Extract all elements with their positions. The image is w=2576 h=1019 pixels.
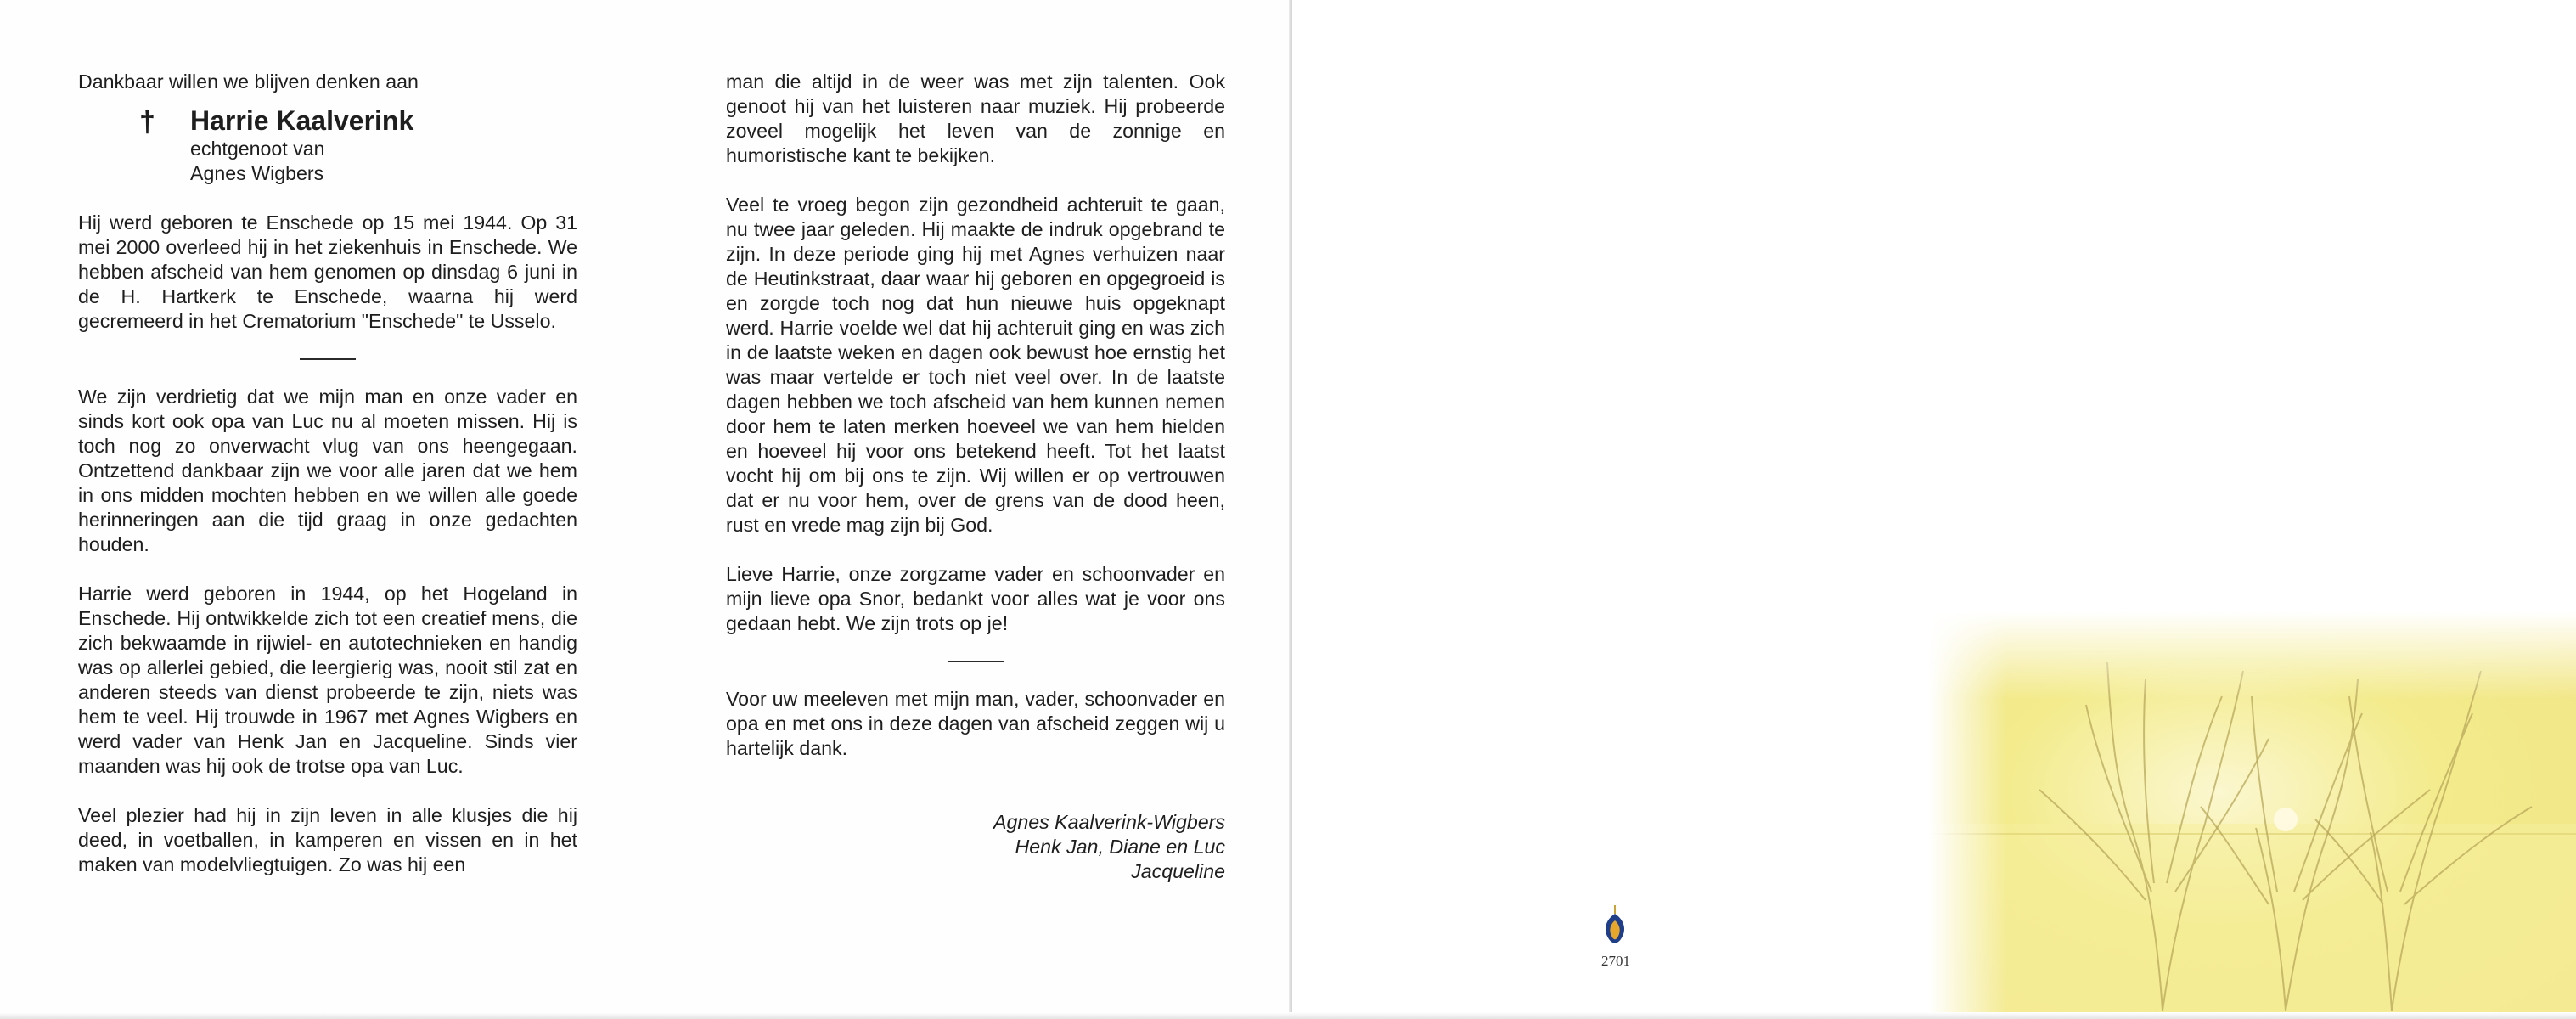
- candle-flame-icon: [1597, 905, 1633, 948]
- spouse-name: Agnes Wigbers: [190, 162, 324, 184]
- card-bottom-edge: [0, 1012, 2576, 1019]
- signature-line: Jacqueline: [1131, 860, 1225, 882]
- left-text-column: [78, 70, 577, 902]
- signature-line: Agnes Kaalverink-Wigbers: [993, 811, 1225, 833]
- right-text-column: [726, 70, 1225, 884]
- relation-line: echtgenoot van: [190, 138, 325, 160]
- paragraph-birth-death: Hij werd geboren te Enschede op 15 mei 1944. Op 31 mei 2000 overleed hij in het ziekenhuis in Enschede. We hebben afscheid van hem genomen op dinsdag 6 juni in de H. Hartkerk te Enschede, waarna hij werd gecremeerd in het Crematorium "Enschede" te Usselo.: [78, 211, 577, 332]
- cross-icon: †: [139, 106, 155, 138]
- paragraph-grief: We zijn verdrietig dat we mijn man en onze vader en sinds kort ook opa van Luc nu al moeten missen. Hij is toch nog zo onverwacht vlug van ons heengegaan. Ontzettend dankbaar zijn we voor alle jaren dat we hem in ons midden mochten hebben en we willen alle goede herinneringen aan die tijd graag in onze gedachten houden.: [78, 386, 577, 555]
- signature-line: Henk Jan, Diane en Luc: [1015, 836, 1225, 858]
- intro-line: Dankbaar willen we blijven denken aan: [78, 70, 419, 93]
- signature-block: [726, 810, 1225, 884]
- paragraph-health: Veel te vroeg begon zijn gezondheid achteruit te gaan, nu twee jaar geleden. Hij maakte de indruk opgebrand te zijn. In deze periode ging hij met Agnes verhuizen naar de Heutinkstraat, daar waar hij geboren en opgegroeid is en zorgde toch nog dat hun nieuwe huis opgeknapt werd. Harrie voelde wel dat hij achteruit ging en was zich in de laatste weken en dagen ook bewust hoe ernstig het was maar vertelde er toch niet veel over. In de laatste dagen hebben we toch afscheid van hem kunnen nemen door hem te laten merken hoeveel we van hem hielden en hoeveel hij voor ons betekend heeft. Tot het laatst vocht hij om bij ons te zijn. Wij willen er op vertrouwen dat er nu voor hem, over de grens van de dood heen, rust en vrede mag zijn bij God.: [726, 194, 1225, 536]
- paragraph-talents: man die altijd in de weer was met zijn talenten. Ook genoot hij van het luisteren naar muziek. Hij probeerde zoveel mogelijk het leven van de zonnige en humoristische kant te bekijken.: [726, 70, 1225, 166]
- deceased-name: Harrie Kaalverink: [190, 105, 414, 136]
- paragraph-hobbies: Veel plezier had hij in zijn leven in alle klusjes die hij deed, in voetballen, in kamperen en vissen en in het maken van modelvliegtuigen. Zo was hij een: [78, 804, 577, 875]
- paragraph-biography: Harrie werd geboren in 1944, op het Hogeland in Enschede. Hij ontwikkelde zich tot een creatief mens, die zich bekwaamde in rijwiel- en autotechnieken en handig was op allerlei gebied, die leergierig was, nooit stil zat en anderen steeds van dienst probeerde te zijn, niets was hem te veel. Hij trouwde in 1967 met Agnes Wigbers en werd vader van Henk Jan en Jacqueline. Sinds vier maanden was hij ook de trotse opa van Luc.: [78, 583, 577, 777]
- paragraph-thanks: Voor uw meeleven met mijn man, vader, schoonvader en opa en met ons in deze dagen van afscheid zeggen wij u hartelijk dank.: [726, 688, 1225, 759]
- separator-line: [948, 661, 1004, 662]
- willow-trees-photo: [1929, 611, 2576, 1012]
- separator-line: [300, 358, 356, 360]
- print-number: 2701: [1601, 953, 1630, 969]
- deceased-name-block: [78, 104, 577, 186]
- paragraph-farewell: Lieve Harrie, onze zorgzame vader en schoonvader en mijn lieve opa Snor, bedankt voor alles wat je voor ons gedaan hebt. We zijn trots op je!: [726, 563, 1225, 634]
